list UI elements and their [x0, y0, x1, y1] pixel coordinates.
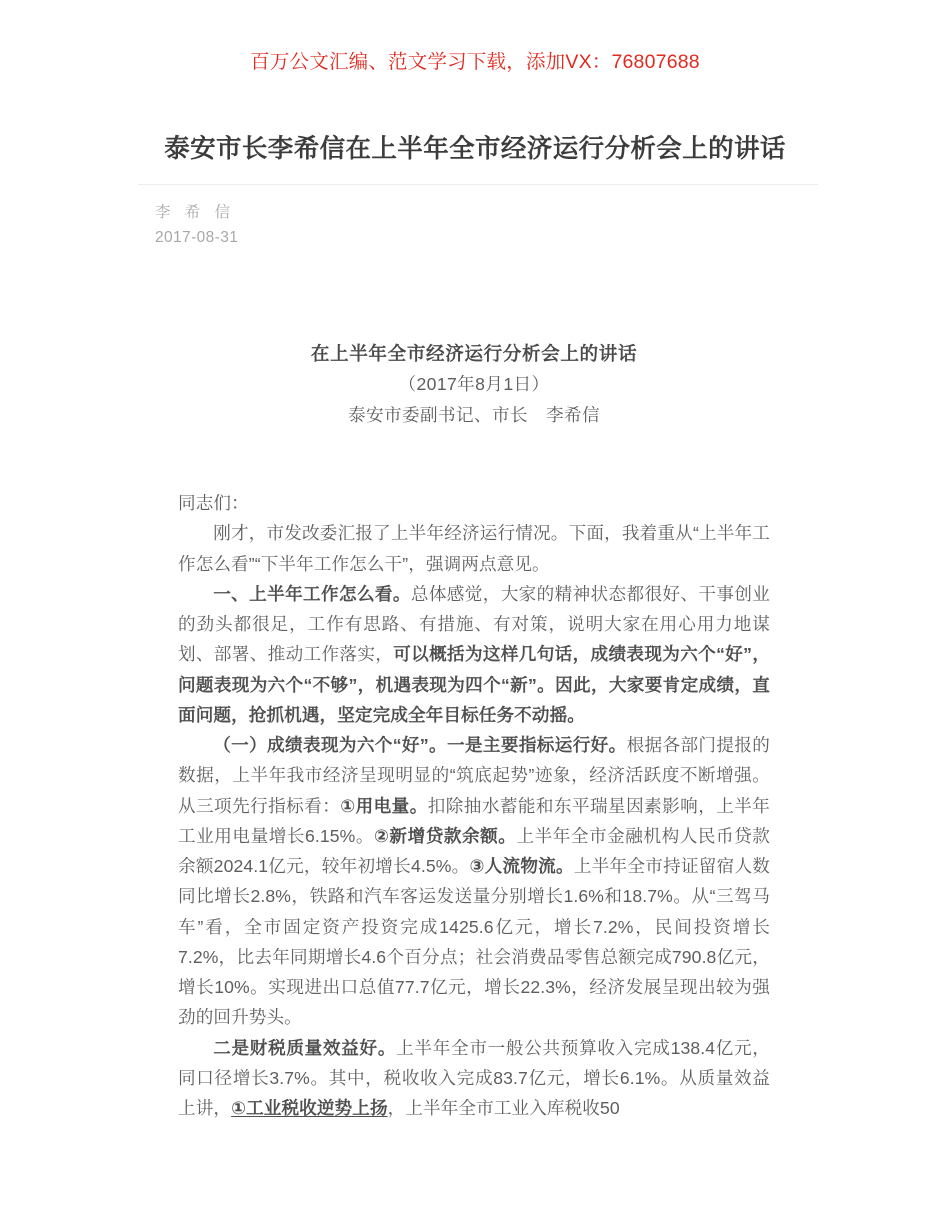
indicator-item-2: ②新增贷款余额。	[373, 825, 517, 846]
publish-date: 2017-08-31	[155, 229, 239, 247]
document-body	[178, 340, 770, 1123]
page-title: 泰安市长李希信在上半年全市经济运行分析会上的讲话	[164, 135, 786, 163]
section-one-normal: 总体感觉，大家的精神状态都很好、干事创业的劲头都很足，工作有思路、有措施、有对策，说明大家在用心用力地谋划、部署、推动工作落实，	[178, 583, 770, 665]
paragraph-subsection-one	[178, 730, 770, 1033]
paragraph-intro: 刚才，市发改委汇报了上半年经济运行情况。下面，我着重从“上半年工作怎么看”“下半年工作怎么干”，强调两点意见。	[178, 523, 770, 574]
subsection-one-text-3: 上半年全市金融机构人民币贷款余额2024.1亿元，较年初增长4.5%。	[178, 825, 770, 877]
subsection-one-lead: （一）成绩表现为六个“好”。一是主要指标运行好。	[213, 735, 627, 756]
salutation: 同志们：	[178, 493, 249, 514]
promo-banner	[0, 50, 950, 75]
speech-heading: 在上半年全市经济运行分析会上的讲话	[310, 343, 638, 364]
author-name: 李 希 信	[155, 204, 236, 221]
section-one-tail: 可以概括为这样几句话，成绩表现为六个“好”，问题表现为六个“不够”，机遇表现为四个“新”。因此，大家要肯定成绩，直面问题，抢抓机遇，坚定完成全年目标任务不动摇。	[178, 644, 771, 725]
paragraph-section-one	[178, 579, 770, 730]
promo-text: 百万公文汇编、范文学习下载，添加VX：76807688	[250, 51, 700, 73]
speech-date-line: （2017年8月1日）	[398, 373, 550, 394]
point-two-text-2: ，上半年全市工业入库税收50	[387, 1098, 620, 1119]
subsection-one-text-2: 扣除抽水蓄能和东平瑞星因素影响，上半年工业用电量增长6.15%。	[178, 795, 770, 846]
indicator-item-3: ③人流物流。	[469, 856, 574, 877]
paragraph-point-two	[178, 1033, 770, 1124]
tax-item-1: ①工业税收逆势上扬	[231, 1098, 388, 1119]
point-two-lead: 二是财税质量效益好。	[213, 1037, 397, 1058]
title-divider	[138, 184, 818, 185]
spacer	[178, 432, 770, 488]
subsection-one-text-1: 根据各部门提报的数据，上半年我市经济呈现明显的“筑底起势”迹象，经济活跃度不断增强。从三项先行指标看：	[178, 735, 770, 816]
article-meta	[155, 200, 238, 250]
point-two-text-1: 上半年全市一般公共预算收入完成138.4亿元，同口径增长3.7%。其中，税收收入完成83.7亿元，增长6.1%。从质量效益上讲，	[178, 1037, 770, 1119]
indicator-item-1: ①用电量。	[340, 795, 428, 816]
subsection-one-text-4: 上半年全市持证留宿人数同比增长2.8%，铁路和汽车客运发送量分别增长1.6%和18.7%。从“三驾马车”看，全市固定资产投资完成1425.6亿元，增长7.2%，民间投资增长7.2%，比去年同期增长4.6个百分点；社会消费品零售总额完成790.8亿元，增长10%。实现进出口总值77.7亿元，增长22.3%，经济发展呈现出较为强劲的回升势头。	[178, 856, 771, 1028]
speech-byline: 泰安市委副书记、市长 李希信	[348, 405, 600, 426]
section-one-lead: 一、上半年工作怎么看。	[213, 583, 411, 604]
